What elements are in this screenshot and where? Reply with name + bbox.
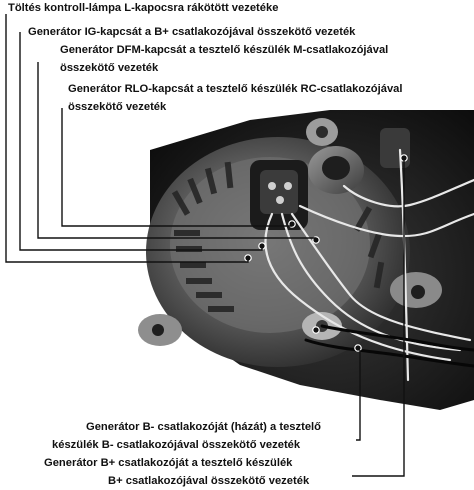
label-rlo-wire-line2: összekötő vezeték (68, 99, 166, 116)
label-rlo-wire-line1: Generátor RLO-kapcsát a tesztelő készülék RC-csatlakozójával (68, 81, 403, 98)
label-b-plus-wire-line2: B+ csatlakozójával összekötő vezeték (108, 473, 309, 490)
label-ig-wire: Generátor IG-kapcsát a B+ csatlakozójával összekötő vezeték (28, 24, 355, 41)
label-dfm-wire-line1: Generátor DFM-kapcsát a tesztelő készülék M-csatlakozójával (60, 42, 388, 59)
label-b-minus-wire-line1: Generátor B- csatlakozóját (házát) a tesztelő (86, 419, 321, 436)
label-b-plus-wire-line1: Generátor B+ csatlakozóját a tesztelő készülék (44, 455, 292, 472)
label-charge-lamp-l-wire: Töltés kontroll-lámpa L-kapocsra rákötött vezetéke (8, 0, 278, 17)
label-b-minus-wire-line2: készülék B- csatlakozójával összekötő vezeték (52, 437, 300, 454)
leader-line-l4 (62, 108, 292, 226)
leader-line-l5 (356, 350, 360, 440)
label-dfm-wire-line2: összekötő vezeték (60, 60, 158, 77)
